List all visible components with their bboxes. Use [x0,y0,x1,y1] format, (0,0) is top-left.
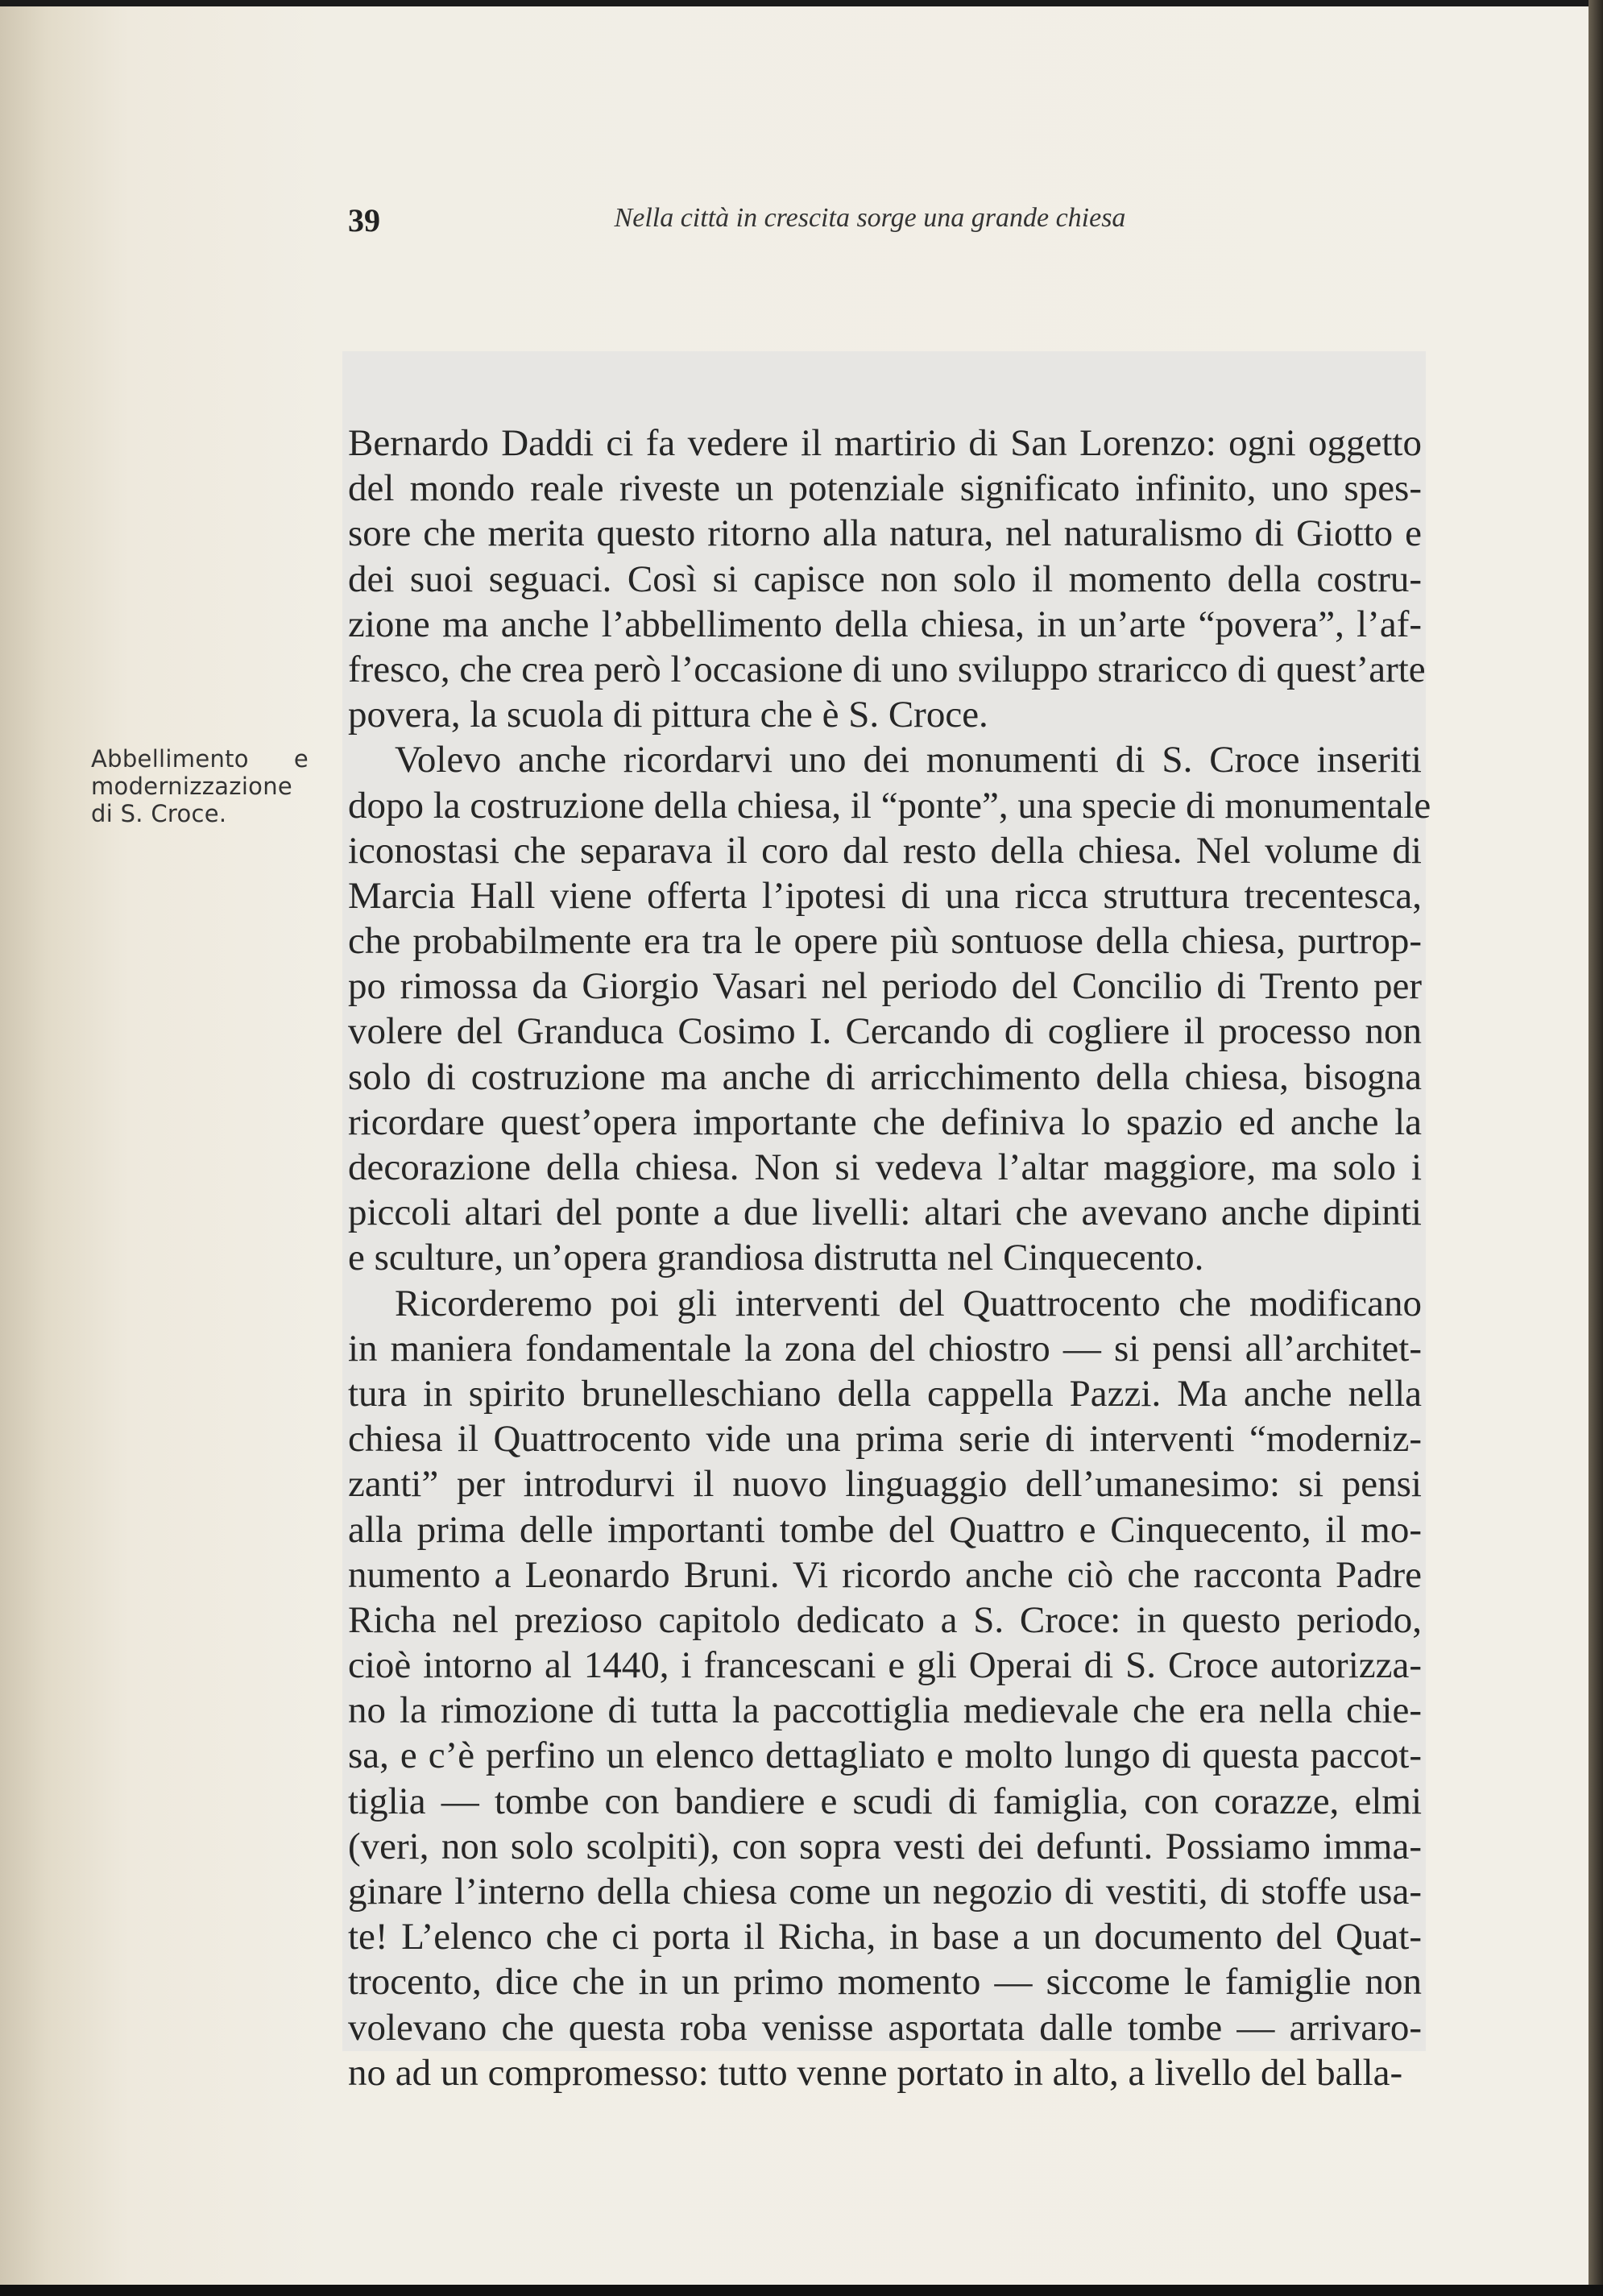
margin-note [91,745,309,827]
text-line: cioè intorno al 1440, i francescani e gli Operai di S. Croce autorizza- [348,1644,1422,1687]
text-line: (veri, non solo scolpiti), con sopra vesti dei defunti. Possiamo imma- [348,1825,1422,1867]
text-line: sa, e c’è perfino un elenco dettagliato e molto lungo di questa paccot- [348,1734,1422,1777]
text-line: volere del Granduca Cosimo I. Cercando di cogliere il processo non [348,1010,1422,1053]
text-line: numento a Leonardo Bruni. Vi ricordo anche ciò che racconta Padre [348,1553,1422,1596]
text-line: iconostasi che separava il coro dal resto della chiesa. Nel volume di [348,829,1422,872]
text-line: che probabilmente era tra le opere più sontuose della chiesa, purtrop- [348,920,1422,963]
text-line: no ad un compromesso: tutto venne portato in alto, a livello del balla- [348,2051,1403,2094]
margin-note-line: di S. Croce. [91,800,227,827]
text-line: chiesa il Quattrocento vide una prima serie di interventi “moderniz- [348,1418,1422,1461]
text-line: fresco, che crea però l’occasione di uno sviluppo straricco di quest’arte [348,648,1426,690]
margin-note-line: modernizzazione [91,773,293,800]
text-line: Bernardo Daddi ci fa vedere il martirio di San Lorenzo: ogni oggetto [348,422,1422,464]
page-number: 39 [348,202,380,238]
text-line: Richa nel prezioso capitolo dedicato a S. Croce: in questo periodo, [348,1598,1422,1641]
text-line: sore che merita questo ritorno alla natura, nel naturalismo di Giotto e [348,512,1422,555]
text-line: zanti” per introdurvi il nuovo linguaggio dell’umanesimo: si pensi [348,1463,1422,1506]
text-line: piccoli altari del ponte a due livelli: altari che avevano anche dipinti [348,1192,1422,1234]
text-line: Marcia Hall viene offerta l’ipotesi di una ricca struttura trecentesca, [348,874,1422,917]
text-line: decorazione della chiesa. Non si vedeva l’altar maggiore, ma solo i [348,1146,1422,1188]
text-line: e sculture, un’opera grandiosa distrutta nel Cinquecento. [348,1237,1204,1279]
text-line: del mondo reale riveste un potenziale significato infinito, uno spes- [348,467,1422,510]
text-line: dopo la costruzione della chiesa, il “ponte”, una specie di monumentale [348,784,1431,827]
text-line: alla prima delle importanti tombe del Quattro e Cinquecento, il mo- [348,1508,1422,1551]
text-line: volevano che questa roba venisse asportata dalle tombe — arrivaro- [348,2006,1422,2049]
text-line: trocento, dice che in un primo momento — siccome le famiglie non [348,1961,1422,2004]
text-line: dei suoi seguaci. Così si capisce non solo il momento della costru- [348,557,1422,600]
text-line: ginare l’interno della chiesa come un negozio di vestiti, di stoffe usa- [348,1871,1422,1913]
text-line: tiglia — tombe con bandiere e scudi di famiglia, con corazze, elmi [348,1780,1422,1822]
text-line: tura in spirito brunelleschiano della cappella Pazzi. Ma anche nella [348,1372,1422,1415]
scan-border [0,2285,1603,2296]
text-line: Ricorderemo poi gli interventi del Quattrocento che modificano [395,1282,1422,1324]
text-line: no la rimozione di tutta la paccottiglia medievale che era nella chie- [348,1689,1422,1732]
text-line: ricordare quest’opera importante che definiva lo spazio ed anche la [348,1100,1422,1143]
text-line: zione ma anche l’abbellimento della chiesa, in un’arte “povera”, l’af- [348,603,1422,645]
text-line: solo di costruzione ma anche di arricchimento della chiesa, bisogna [348,1055,1422,1098]
margin-note-line: Abbellimento e [91,745,309,773]
page-edge-shadow [1589,0,1603,2296]
running-title: Nella città in crescita sorge una grande chiesa [614,203,1126,233]
body-text [348,421,1431,2095]
text-line: Volevo anche ricordarvi uno dei monumenti di S. Croce inseriti [395,739,1422,781]
text-line: povera, la scuola di pittura che è S. Croce. [348,694,988,736]
text-line: te! L’elenco che ci porta il Richa, in base a un documento del Quat- [348,1916,1422,1958]
text-line: po rimossa da Giorgio Vasari nel periodo del Concilio di Trento per [348,965,1422,1008]
text-line: in maniera fondamentale la zona del chiostro — si pensi all’architet- [348,1327,1422,1370]
